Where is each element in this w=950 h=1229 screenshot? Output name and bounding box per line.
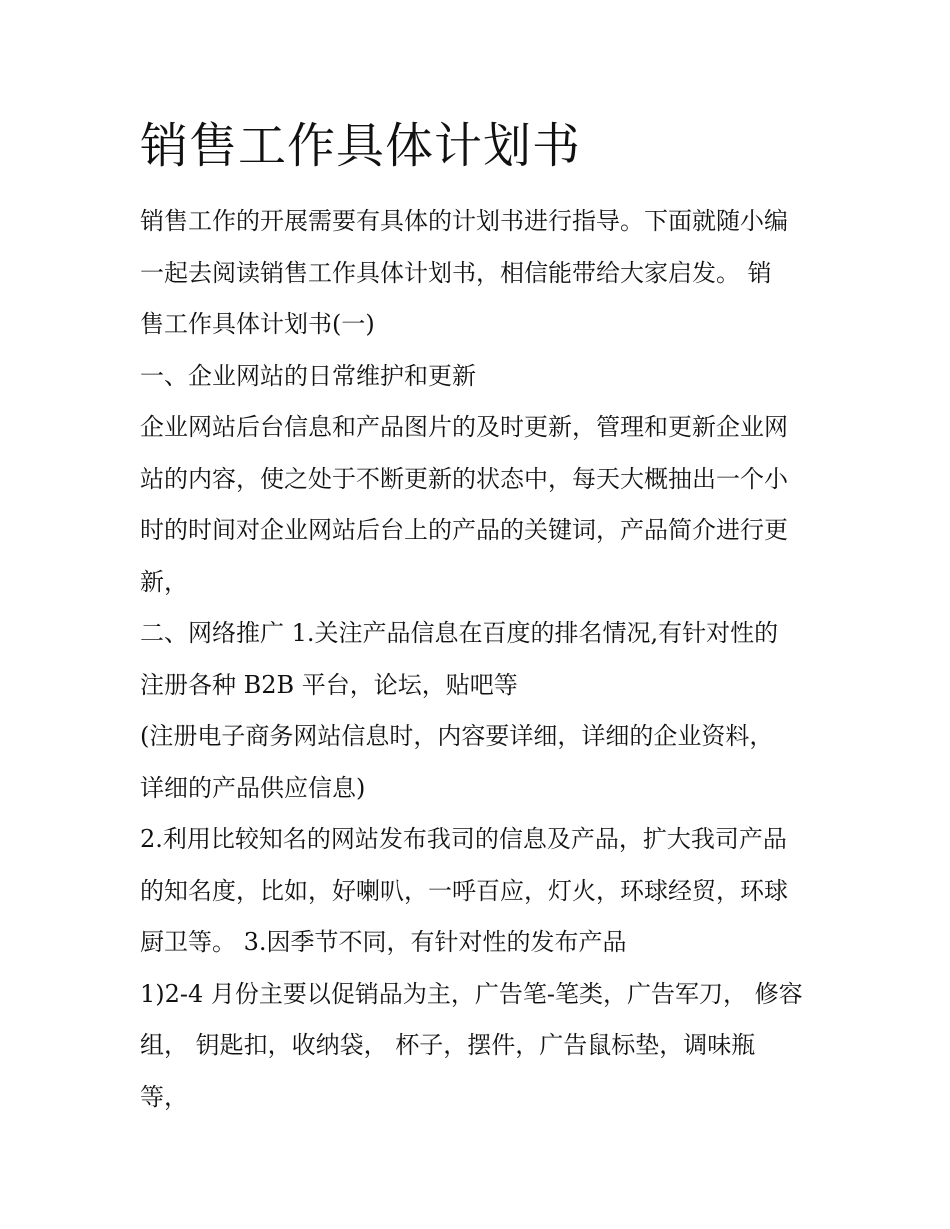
document-title: 销售工作具体计划书	[140, 118, 582, 174]
text-line: 等，	[140, 1082, 188, 1111]
text-line: 站的内容，使之处于不断更新的状态中，每天大概抽出一个小	[140, 464, 788, 493]
text-line: 的知名度，比如，好喇叭，一呼百应，灯火，环球经贸，环球	[140, 876, 788, 905]
section-heading-1: 一、企业网站的日常维护和更新	[140, 361, 476, 390]
text-line: 组， 钥匙扣，收纳袋， 杯子，摆件，广告鼠标垫，调味瓶	[140, 1031, 756, 1059]
text-line: 时的时间对企业网站后台上的产品的关键词，产品简介进行更	[140, 516, 788, 544]
text-line: 1)2-4 月份主要以促销品为主，广告笔-笔类，广告军刀， 修容	[140, 979, 803, 1008]
document-body	[140, 196, 830, 1123]
text-line: 新，	[140, 567, 188, 596]
text-line: 销售工作的开展需要有具体的计划书进行指导。下面就随小编	[140, 207, 788, 235]
text-line: 售工作具体计划书(一)	[140, 310, 375, 338]
section-heading-2: 二、网络推广 1.关注产品信息在百度的排名情况,有针对性的	[140, 619, 779, 647]
text-line: 2.利用比较知名的网站发布我司的信息及产品，扩大我司产品	[140, 825, 787, 853]
text-line: 厨卫等。 3.因季节不同，有针对性的发布产品	[140, 928, 627, 956]
text-line: 注册各种 B2B 平台，论坛，贴吧等	[140, 670, 518, 699]
text-line: 一起去阅读销售工作具体计划书，相信能带给大家启发。 销	[140, 258, 772, 287]
text-line: (注册电子商务网站信息时，内容要详细，详细的企业资料，	[140, 722, 774, 750]
text-line: 详细的产品供应信息)	[140, 773, 366, 802]
text-line: 企业网站后台信息和产品图片的及时更新，管理和更新企业网	[140, 413, 788, 441]
